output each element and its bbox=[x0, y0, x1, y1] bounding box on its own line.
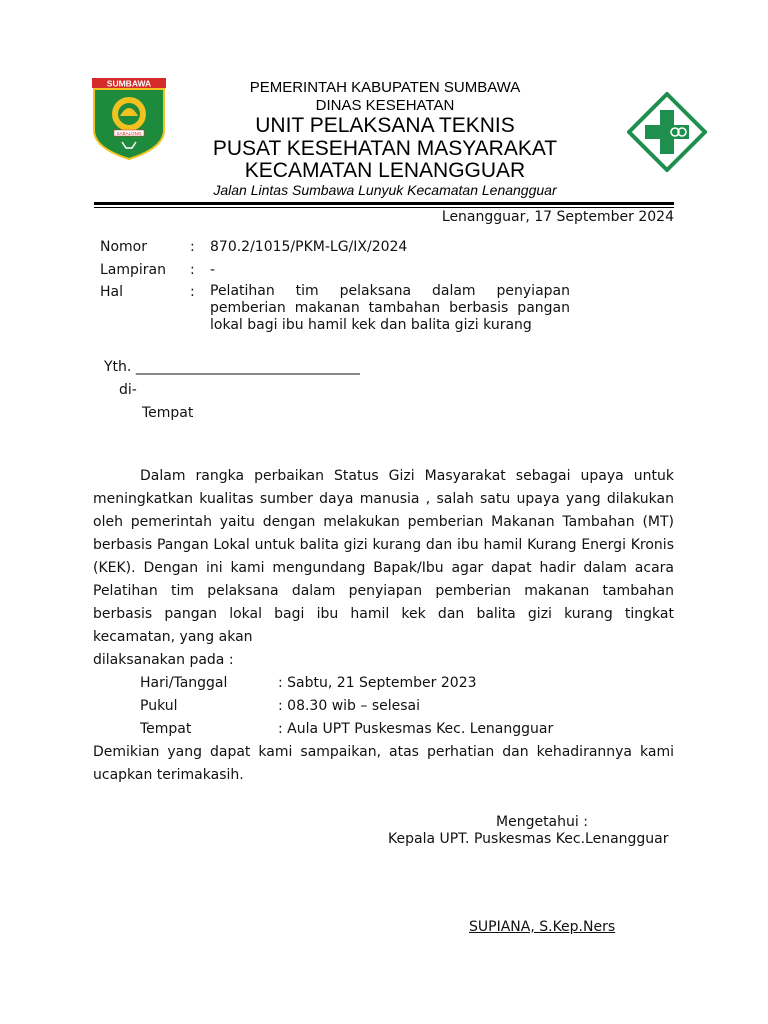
lampiran-label: Lampiran bbox=[100, 262, 167, 278]
sumbawa-emblem-logo bbox=[92, 78, 166, 160]
body-paragraph-last-line: dilaksanakan pada : bbox=[93, 652, 234, 668]
emblem-banner-text: SUMBAWA bbox=[106, 78, 152, 89]
letterhead-center: PUSAT KESEHATAN MASYARAKAT bbox=[212, 137, 558, 160]
letterhead-address: Jalan Lintas Sumbawa Lunyuk Kecamatan Lenangguar bbox=[213, 182, 557, 198]
body-paragraph-text: Dalam rangka perbaikan Status Gizi Masyarakat sebagai upaya untuk meningkatkan kualitas sumber daya manusia , salah satu upaya yang dilakukan oleh pemerintah yaitu dengan melakukan pemberian Makanan Tambahan (MT) berbasis Pangan Lokal untuk balita gizi kurang dan ibu hamil Kurang Energi Kronis (KEK). Dengan ini kami mengundang Bapak/Ibu agar dapat hadir dalam acara Pelatihan tim pelaksana dalam penyiapan pemberian makanan tambahan berbasis pangan lokal bagi ibu hamil kek dan balita gizi kurang tingkat kecamatan, yang akan bbox=[93, 468, 674, 645]
nomor-label: Nomor bbox=[100, 239, 147, 255]
letter-date: Lenangguar, 17 September 2024 bbox=[441, 209, 674, 225]
letterhead-unit: UNIT PELAKSANA TEKNIS bbox=[255, 114, 515, 137]
place-value: : Aula UPT Puskesmas Kec. Lenangguar bbox=[278, 721, 554, 737]
day-value: : Sabtu, 21 September 2023 bbox=[278, 675, 477, 691]
day-label: Hari/Tanggal bbox=[140, 675, 228, 691]
body-paragraph bbox=[93, 465, 674, 672]
addressee-tempat: Tempat bbox=[142, 405, 194, 421]
health-cross-logo bbox=[627, 92, 707, 172]
signature-name: SUPIANA, S.Kep.Ners bbox=[469, 919, 616, 935]
signature-position: Kepala UPT. Puskesmas Kec.Lenangguar bbox=[388, 831, 669, 847]
addressee-di: di- bbox=[119, 382, 137, 398]
addressee-yth: Yth. ________________________________ bbox=[104, 359, 360, 375]
letterhead-government: PEMERINTAH KABUPATEN SUMBAWA bbox=[249, 79, 521, 96]
lampiran-colon: : bbox=[190, 262, 195, 278]
letterhead-divider-thick bbox=[94, 202, 674, 205]
signature-knowing: Mengetahui : bbox=[496, 814, 588, 830]
time-value: : 08.30 wib – selesai bbox=[278, 698, 420, 714]
hal-value: Pelatihan tim pelaksana dalam penyiapan pemberian makanan tambahan berbasis pangan lokal bagi ibu hamil kek dan balita gizi kurang bbox=[210, 283, 570, 333]
nomor-value: 870.2/1015/PKM-LG/IX/2024 bbox=[210, 239, 408, 255]
time-label: Pukul bbox=[140, 698, 178, 714]
hal-label: Hal bbox=[100, 284, 123, 300]
closing-paragraph: Demikian yang dapat kami sampaikan, atas perhatian dan kehadirannya kami ucapkan terimakasih. bbox=[93, 744, 674, 783]
letterhead-department: DINAS KESEHATAN bbox=[315, 97, 455, 114]
nomor-colon: : bbox=[190, 239, 195, 255]
place-label: Tempat bbox=[140, 721, 192, 737]
emblem-ribbon-text: SABALONG bbox=[116, 131, 142, 136]
hal-colon: : bbox=[190, 284, 195, 300]
lampiran-value: - bbox=[210, 262, 216, 278]
letterhead-district: KECAMATAN LENANGGUAR bbox=[244, 159, 526, 182]
